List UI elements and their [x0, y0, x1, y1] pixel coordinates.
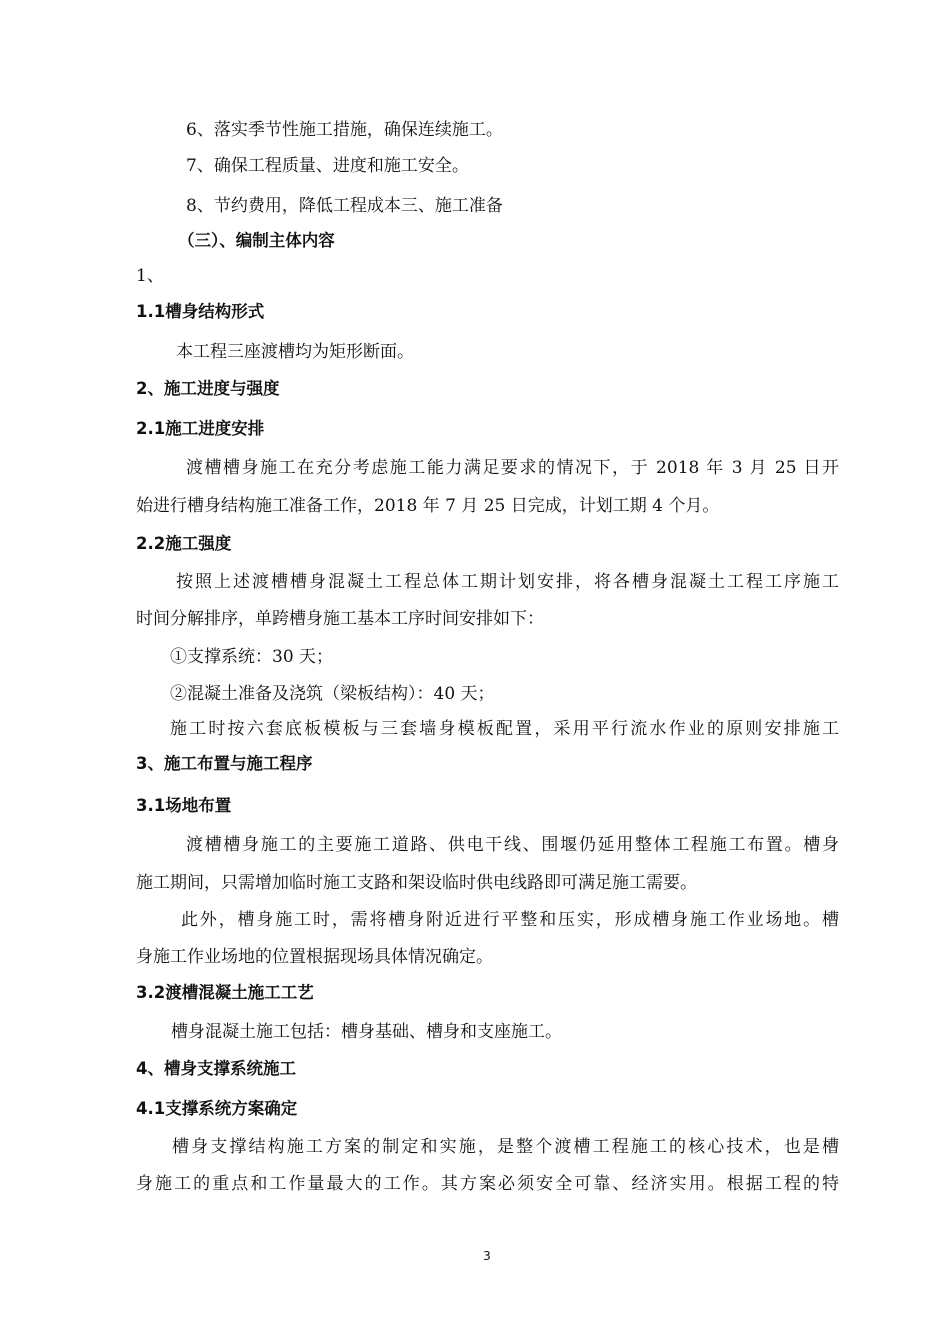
list-item: ②混凝土准备及浇筑（梁板结构）：40 天； [170, 684, 495, 704]
list-item-7: 7、确保工程质量、进度和施工安全。 [186, 156, 469, 176]
list-item-8: 8、节约费用，降低工程成本三、施工准备 [186, 196, 503, 216]
section-heading: （三）、编制主体内容 [178, 231, 335, 250]
heading-2: 2、施工进度与强度 [136, 379, 280, 398]
heading-3: 3、施工布置与施工程序 [136, 754, 313, 773]
paragraph-line: 渡槽槽身施工的主要施工道路、供电干线、围堰仍延用整体工程施工布置。槽身 [186, 835, 839, 855]
heading-3-1: 3.1场地布置 [136, 796, 232, 815]
paragraph-line: 此外，槽身施工时，需将槽身附近进行平整和压实，形成槽身施工作业场地。槽 [181, 910, 839, 930]
paragraph-line: 身施工作业场地的位置根据现场具体情况确定。 [136, 947, 493, 967]
paragraph: 本工程三座渡槽均为矩形断面。 [176, 342, 414, 362]
paragraph-line: 渡槽槽身施工在充分考虑施工能力满足要求的情况下，于 2018 年 3 月 25 日开 [186, 458, 839, 478]
list-item-6: 6、落实季节性施工措施，确保连续施工。 [186, 120, 503, 140]
paragraph-line: 始进行槽身结构施工准备工作，2018 年 7 月 25 日完成，计划工期 4 个月。 [136, 496, 720, 516]
heading-3-2: 3.2渡槽混凝土施工工艺 [136, 983, 314, 1002]
paragraph-line: 施工时按六套底板模板与三套墙身模板配置，采用平行流水作业的原则安排施工 [170, 719, 839, 739]
page-number: 3 [483, 1249, 491, 1263]
heading-4-1: 4.1支撑系统方案确定 [136, 1099, 298, 1118]
heading-2-1: 2.1施工进度安排 [136, 419, 265, 438]
heading-1-1: 1.1槽身结构形式 [136, 302, 265, 321]
list-item: ①支撑系统：30 天； [170, 647, 334, 667]
heading-2-2: 2.2施工强度 [136, 534, 232, 553]
paragraph-line: 槽身支撑结构施工方案的制定和实施，是整个渡槽工程施工的核心技术，也是槽 [172, 1137, 839, 1157]
paragraph-line: 施工期间，只需增加临时施工支路和架设临时供电线路即可满足施工需要。 [136, 873, 697, 893]
paragraph-line: 身施工的重点和工作量最大的工作。其方案必须安全可靠、经济实用。根据工程的特 [136, 1174, 839, 1194]
heading-4: 4、槽身支撑系统施工 [136, 1059, 296, 1078]
paragraph-line: 按照上述渡槽槽身混凝土工程总体工期计划安排，将各槽身混凝土工程工序施工 [176, 572, 839, 592]
paragraph: 槽身混凝土施工包括：槽身基础、槽身和支座施工。 [171, 1022, 562, 1042]
heading-1: 1、 [136, 266, 164, 286]
paragraph-line: 时间分解排序，单跨槽身施工基本工序时间安排如下： [136, 609, 544, 629]
